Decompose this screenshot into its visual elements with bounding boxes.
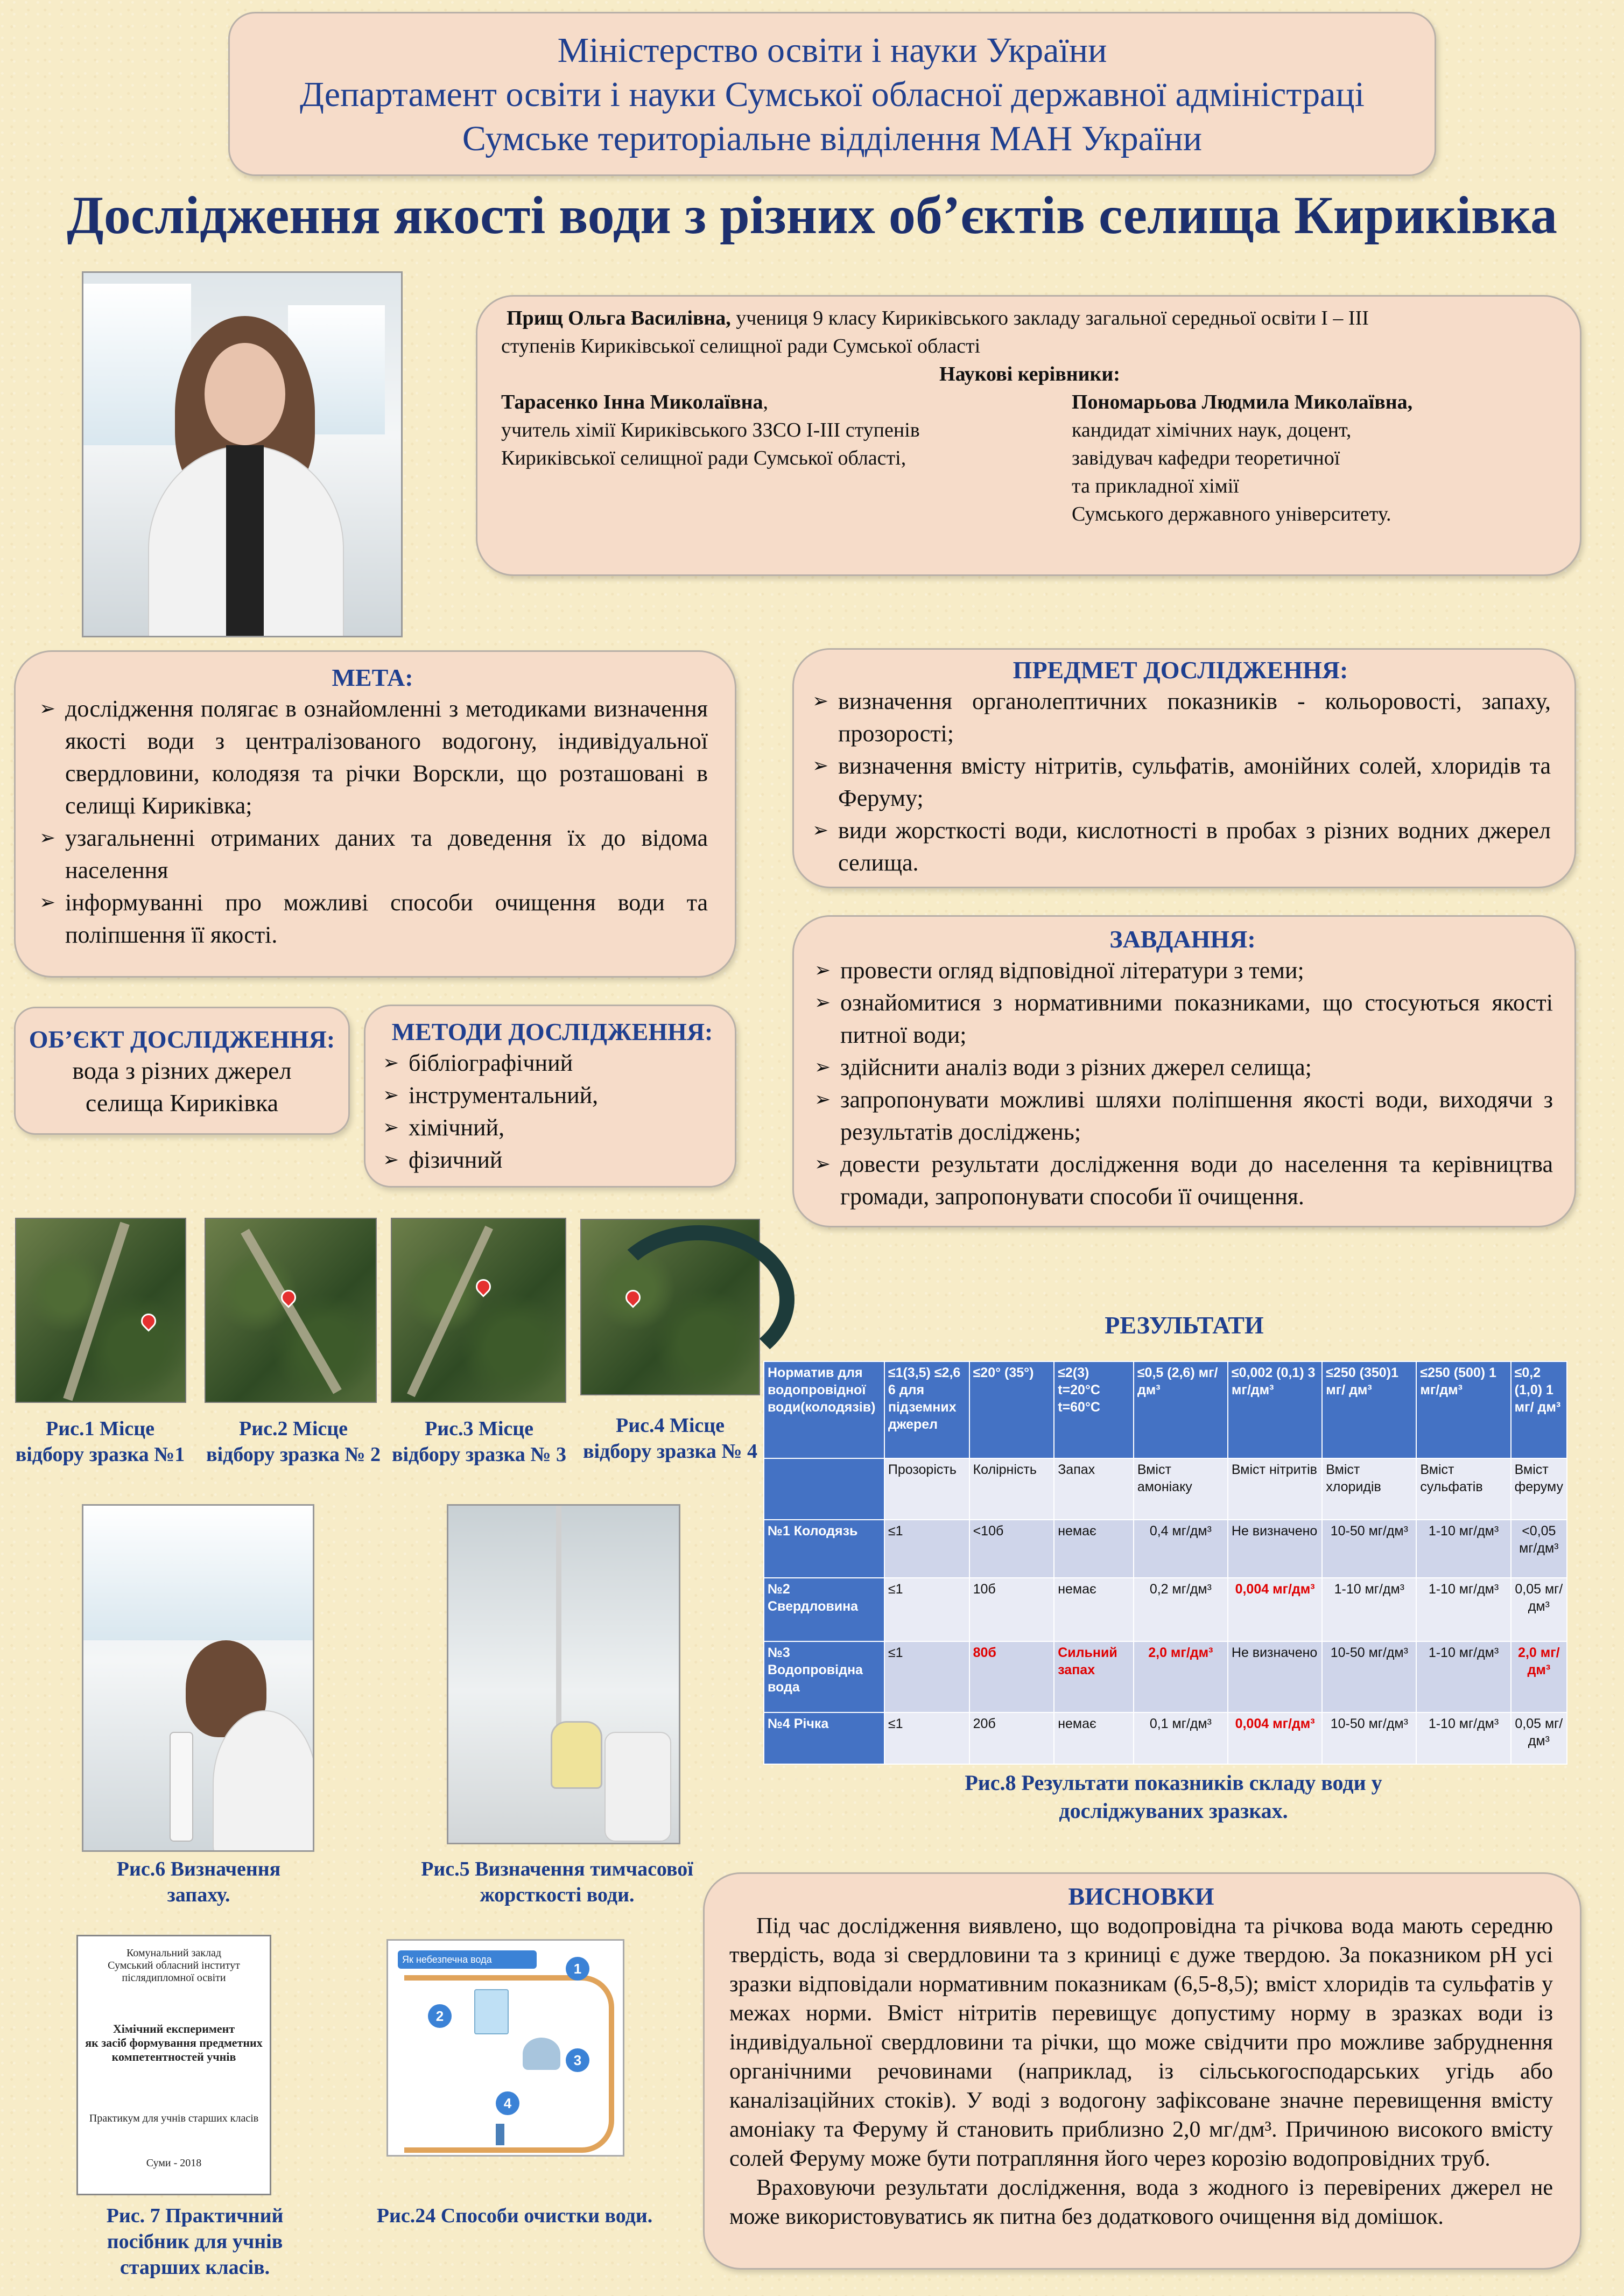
infographic-step: 3 — [566, 2048, 589, 2072]
table-row — [764, 1712, 1567, 1764]
infographic-step: 2 — [428, 2004, 452, 2028]
task-item — [812, 1051, 1553, 1084]
table-cell: 1-10 мг/дм³ — [1416, 1641, 1510, 1712]
list-item-text: ознайомитися з нормативними показниками, що стосуються якості питної води; — [840, 989, 1553, 1048]
arrow-bullet-icon: ➢ — [812, 690, 829, 712]
supervisors-title: Наукові керівники: — [939, 363, 1120, 385]
table-cell: Запах — [1054, 1458, 1134, 1520]
table-cell: ≤250 (500) 1 мг/дм³ — [1416, 1361, 1510, 1458]
table-cell: 1-10 мг/дм³ — [1322, 1578, 1416, 1641]
table-cell: 20б — [969, 1712, 1054, 1764]
methods-box — [364, 1005, 736, 1188]
subject-item — [810, 685, 1551, 750]
table-cell — [764, 1458, 884, 1520]
purification-infographic — [386, 1939, 624, 2157]
arrow-bullet-icon: ➢ — [383, 1149, 399, 1171]
list-item-text: довести результати дослідження води до населення та керівництва громади, запропонувати способи її очищення. — [840, 1151, 1553, 1210]
table-cell: ≤0,2 (1,0) 1 мг/ дм³ — [1511, 1361, 1567, 1458]
booklet-sub: Практикум для учнів старших класів — [89, 2112, 259, 2124]
photo-hardness-test — [447, 1504, 680, 1844]
list-item-text: види жорсткості води, кислотності в пробах з різних водних джерел селища. — [838, 817, 1551, 876]
table-cell: Вміст хлоридів — [1322, 1458, 1416, 1520]
caption-fig24: Рис.24 Способи очистки води. — [376, 2204, 653, 2227]
header-line-ministry: Міністерство освіти і науки України — [557, 31, 1107, 70]
table-cell: Колірність — [969, 1458, 1054, 1520]
booklet-line1: Комунальний заклад — [126, 1947, 222, 1959]
list-item-text: запропонувати можливі шляхи поліпшення якості води, виходячи з результатів досліджень; — [840, 1086, 1553, 1145]
methods-list — [381, 1047, 724, 1176]
highlighted-value: 80б — [973, 1645, 996, 1660]
table-cell: немає — [1054, 1520, 1134, 1578]
object-title: ОБ’ЄКТ ДОСЛІДЖЕННЯ: — [29, 1026, 335, 1053]
supervisor-1: Тарасенко Інна Миколаївна, учитель хімії Кириківського ЗЗСО І-ІІІ ступенів Кириківської селищної ради Сумської області, — [501, 388, 1072, 528]
table-cell: 1-10 мг/дм³ — [1416, 1712, 1510, 1764]
table-row — [764, 1520, 1567, 1578]
table-cell: ≤0,5 (2,6) мг/ дм³ — [1134, 1361, 1228, 1458]
subject-item — [810, 750, 1551, 815]
conclusions-paragraph-1: Під час дослідження виявлено, що водопровідна та річкова вода мають середню твердість, вода зі свердловини та з криниці є дуже твердою. За показником рН усі зразки відповідали нормативним показникам (6,5-8,5); вміст хлоридів та сульфатів у межах норми. Вміст нітритів перевищує допустиму норму в зразках води із індивідуальної свердловини та річки, що може свідчити про можливе забруднення органічними речовинами (наприклад, із сільськогосподарських угідь або каналізаційних стоків). У воді з водогону зафіксоване значне перевищення вмісту амоніаку та Феруму й становить приблизно 2,0 мг/дм³. Причиною високого вмісту солей Феруму може бути потрапляння його через корозію водопровідних труб. — [729, 1914, 1553, 2171]
table-cell: 10-50 мг/дм³ — [1322, 1712, 1416, 1764]
table-cell — [1134, 1641, 1228, 1712]
author-desc2: ступенів Кириківської селищної ради Сумської області — [501, 335, 981, 357]
supervisors-row — [501, 388, 1558, 528]
goal-item — [37, 887, 708, 951]
header-box — [228, 12, 1436, 176]
table-cell: ≤20° (35°) — [969, 1361, 1054, 1458]
water-bottle-icon — [496, 2124, 504, 2145]
supervisor-2-line3: та прикладної хімії — [1072, 475, 1239, 497]
table-cell: ≤1 — [884, 1520, 969, 1578]
list-item-text: визначення органолептичних показників - кольоровості, запаху, прозорості; — [838, 688, 1551, 747]
table-cell: ≤0,002 (0,1) 3 мг/дм³ — [1228, 1361, 1322, 1458]
subject-item — [810, 815, 1551, 879]
table-cell: Не визначено — [1228, 1641, 1322, 1712]
table-cell: 0,2 мг/дм³ — [1134, 1578, 1228, 1641]
table-cell: ≤1 — [884, 1712, 969, 1764]
arrow-bullet-icon: ➢ — [814, 1056, 831, 1078]
booklet-line2: Сумський обласний інститут післядипломної освіти — [108, 1960, 240, 1984]
booklet-title2: як засіб формування предметних — [85, 2036, 263, 2049]
table-cell — [969, 1641, 1054, 1712]
arrow-bullet-icon: ➢ — [383, 1052, 399, 1074]
map-pin-icon — [138, 1310, 159, 1332]
list-item-text: хімічний, — [409, 1114, 505, 1141]
table-cell: ≤1 — [884, 1641, 969, 1712]
header-line-man: Сумське територіальне відділення МАН України — [462, 119, 1203, 158]
arrow-bullet-icon: ➢ — [39, 827, 56, 849]
table-cell: Вміст нітритів — [1228, 1458, 1322, 1520]
highlighted-value: 2,0 мг/дм³ — [1148, 1645, 1213, 1660]
infographic-heading: Як небезпечна вода — [398, 1950, 537, 1969]
tasks-title: ЗАВДАННЯ: — [1109, 925, 1256, 953]
supervisor-1-name: Тарасенко Інна Миколаївна — [501, 391, 763, 413]
list-item-text: інформуванні про можливі способи очищення води та поліпшення її якості. — [65, 889, 708, 948]
table-cell: 1-10 мг/дм³ — [1416, 1578, 1510, 1641]
supervisor-1-line2: Кириківської селищної ради Сумської області, — [501, 447, 906, 469]
highlighted-value: 0,004 мг/дм³ — [1235, 1582, 1315, 1597]
method-item — [381, 1144, 724, 1176]
table-cell: немає — [1054, 1578, 1134, 1641]
goal-title: МЕТА: — [332, 664, 413, 691]
table-cell — [1054, 1641, 1134, 1712]
satellite-map-sample-2 — [205, 1218, 377, 1403]
goal-item — [37, 822, 708, 887]
method-item — [381, 1047, 724, 1079]
table-cell: 10-50 мг/дм³ — [1322, 1520, 1416, 1578]
supervisor-2-line1: кандидат хімічних наук, доцент, — [1072, 419, 1352, 441]
table-cell: Норматив для водопровідної води(колодязів) — [764, 1361, 884, 1458]
list-item-text: дослідження полягає в ознайомленні з методиками визначення якості води з централізованого водогону, індивідуальної свердловини, колодязя та річки Ворскли, що розташовані в селищі Кириківка; — [65, 696, 708, 819]
infographic-step: 4 — [496, 2091, 519, 2115]
water-glass-icon — [474, 1989, 509, 2034]
table-cell: 0,4 мг/дм³ — [1134, 1520, 1228, 1578]
goal-box — [14, 650, 736, 978]
arrow-bullet-icon: ➢ — [383, 1117, 399, 1139]
boiling-pot-icon — [523, 2038, 560, 2070]
table-cell: Не визначено — [1228, 1520, 1322, 1578]
header-line-department: Департамент освіти і науки Сумської обласної державної адміністраці — [299, 75, 1365, 114]
table-cell: 1-10 мг/дм³ — [1416, 1520, 1510, 1578]
table-cell — [1511, 1641, 1567, 1712]
table-cell: №3 Водопровідна вода — [764, 1641, 884, 1712]
list-item-text: провести огляд відповідної літератури з теми; — [840, 957, 1304, 984]
author-name: Прищ Ольга Василівна, — [507, 307, 731, 329]
caption-fig2: Рис.2 Місце відбору зразка № 2 — [206, 1417, 381, 1466]
task-item — [812, 1084, 1553, 1148]
method-item — [381, 1079, 724, 1112]
goal-item — [37, 693, 708, 822]
arrow-bullet-icon: ➢ — [814, 1153, 831, 1175]
methods-title: МЕТОДИ ДОСЛІДЖЕННЯ: — [391, 1018, 713, 1045]
table-row-norms — [764, 1361, 1567, 1458]
table-cell: <10б — [969, 1520, 1054, 1578]
caption-fig3: Рис.3 Місце відбору зразка № 3 — [391, 1417, 567, 1466]
arrow-bullet-icon: ➢ — [814, 959, 831, 981]
highlighted-value: Сильний запах — [1058, 1645, 1117, 1677]
author-desc1: учениця 9 класу Кириківського закладу загальної середньої освіти І – ІІІ — [730, 307, 1369, 329]
tasks-box — [792, 915, 1576, 1227]
booklet-title3: компетентностей учнів — [111, 2050, 236, 2063]
caption-fig6: Рис.6 Визначення запаху. — [116, 1858, 281, 1906]
subject-title: ПРЕДМЕТ ДОСЛІДЖЕННЯ: — [1013, 656, 1348, 684]
author-line1 — [501, 304, 1558, 332]
caption-fig5: Рис.5 Визначення тимчасової жорсткості води. — [421, 1858, 693, 1906]
object-line2: селища Кириківка — [85, 1089, 279, 1117]
booklet-cover — [76, 1935, 271, 2195]
arrow-bullet-icon: ➢ — [812, 819, 829, 841]
task-item — [812, 954, 1553, 987]
supervisor-2 — [1072, 388, 1412, 528]
object-box — [14, 1007, 350, 1135]
table-cell: ≤1(3,5) ≤2,6 6 для підземних джерел — [884, 1361, 969, 1458]
booklet-title1: Хімічний експеримент — [113, 2022, 235, 2035]
caption-fig1: Рис.1 Місце відбору зразка №1 — [15, 1417, 185, 1466]
conclusions-box — [703, 1872, 1581, 2270]
table-cell: 0,1 мг/дм³ — [1134, 1712, 1228, 1764]
map-pin-icon — [473, 1276, 494, 1297]
caption-fig8: Рис.8 Результати показників складу води у досліджуваних зразках. — [965, 1771, 1382, 1823]
object-line1: вода з різних джерел — [72, 1057, 292, 1084]
arrow-bullet-icon: ➢ — [814, 1089, 831, 1111]
table-cell: ≤2(3) t=20°C t=60°C — [1054, 1361, 1134, 1458]
table-cell: 10-50 мг/дм³ — [1322, 1641, 1416, 1712]
supervisor-1-line1: учитель хімії Кириківського ЗЗСО І-ІІІ ступенів — [501, 419, 920, 441]
subject-list — [810, 685, 1551, 879]
highlighted-value: 0,004 мг/дм³ — [1235, 1716, 1315, 1731]
supervisor-2-name: Пономарьова Людмила Миколаївна, — [1072, 391, 1413, 413]
caption-fig7: Рис. 7 Практичний посібник для учнів старших класів. — [106, 2204, 284, 2279]
poster-title: Дослідження якості води з різних об’єктів селища Кириківка — [67, 185, 1557, 245]
arrow-bullet-icon: ➢ — [814, 992, 831, 1014]
satellite-map-sample-3 — [391, 1218, 566, 1403]
task-item — [812, 987, 1553, 1051]
table-cell: №2 Свердловина — [764, 1578, 884, 1641]
table-cell: немає — [1054, 1712, 1134, 1764]
arrow-bullet-icon: ➢ — [39, 891, 56, 914]
caption-fig4: Рис.4 Місце відбору зразка № 4 — [582, 1414, 758, 1463]
table-cell — [1228, 1578, 1322, 1641]
task-item — [812, 1148, 1553, 1213]
list-item-text: інструментальний, — [409, 1082, 599, 1108]
table-cell: Вміст сульфатів — [1416, 1458, 1510, 1520]
table-cell: Прозорість — [884, 1458, 969, 1520]
table-cell: ≤250 (350)1 мг/ дм³ — [1322, 1361, 1416, 1458]
arrow-bullet-icon: ➢ — [39, 698, 56, 720]
satellite-map-sample-4 — [580, 1219, 760, 1395]
table-cell: <0,05 мг/дм³ — [1511, 1520, 1567, 1578]
arrow-bullet-icon: ➢ — [812, 755, 829, 777]
subject-box — [792, 648, 1576, 888]
list-item-text: визначення вмісту нітритів, сульфатів, амонійних солей, хлоридів та Феруму; — [838, 753, 1551, 811]
results-table — [763, 1361, 1567, 1765]
table-row-parameters — [764, 1458, 1567, 1520]
list-item-text: бібліографічний — [409, 1050, 573, 1076]
tasks-list — [812, 954, 1553, 1213]
infographic-step: 1 — [566, 1957, 589, 1981]
satellite-map-sample-1 — [15, 1218, 186, 1403]
table-cell — [1228, 1712, 1322, 1764]
conclusions-title: ВИСНОВКИ — [1068, 1883, 1214, 1910]
supervisor-2-line2: завідувач кафедри теоретичної — [1072, 447, 1340, 469]
table-cell: ≤1 — [884, 1578, 969, 1641]
list-item-text: фізичний — [409, 1147, 503, 1173]
goal-list — [37, 693, 708, 951]
table-cell: №1 Колодязь — [764, 1520, 884, 1578]
table-row — [764, 1641, 1567, 1712]
table-cell: 0,05 мг/дм³ — [1511, 1712, 1567, 1764]
table-cell: №4 Річка — [764, 1712, 884, 1764]
table-cell: Вміст феруму — [1511, 1458, 1567, 1520]
table-row — [764, 1578, 1567, 1641]
photo-smell-test — [82, 1504, 314, 1852]
author-photo — [82, 271, 403, 637]
arrow-bullet-icon: ➢ — [383, 1084, 399, 1106]
table-cell: Вміст амоніаку — [1134, 1458, 1228, 1520]
supervisor-2-line4: Сумського державного університету. — [1072, 503, 1391, 525]
conclusions-paragraph-2: Враховуючи результати дослідження, вода з жодного із перевірених джерел не може використовуватись як питна без додаткового очищення від домішок. — [729, 2175, 1553, 2229]
results-title: РЕЗУЛЬТАТИ — [1105, 1311, 1264, 1339]
table-cell: 0,05 мг/дм³ — [1511, 1578, 1567, 1641]
booklet-foot: Суми - 2018 — [146, 2157, 202, 2169]
method-item — [381, 1112, 724, 1144]
list-item-text: узагальненні отриманих даних та доведення їх до відома населення — [65, 825, 708, 883]
table-cell: 10б — [969, 1578, 1054, 1641]
list-item-text: здійснити аналіз води з різних джерел селища; — [840, 1054, 1312, 1080]
author-info-box — [476, 295, 1581, 576]
highlighted-value: 2,0 мг/дм³ — [1518, 1645, 1560, 1677]
